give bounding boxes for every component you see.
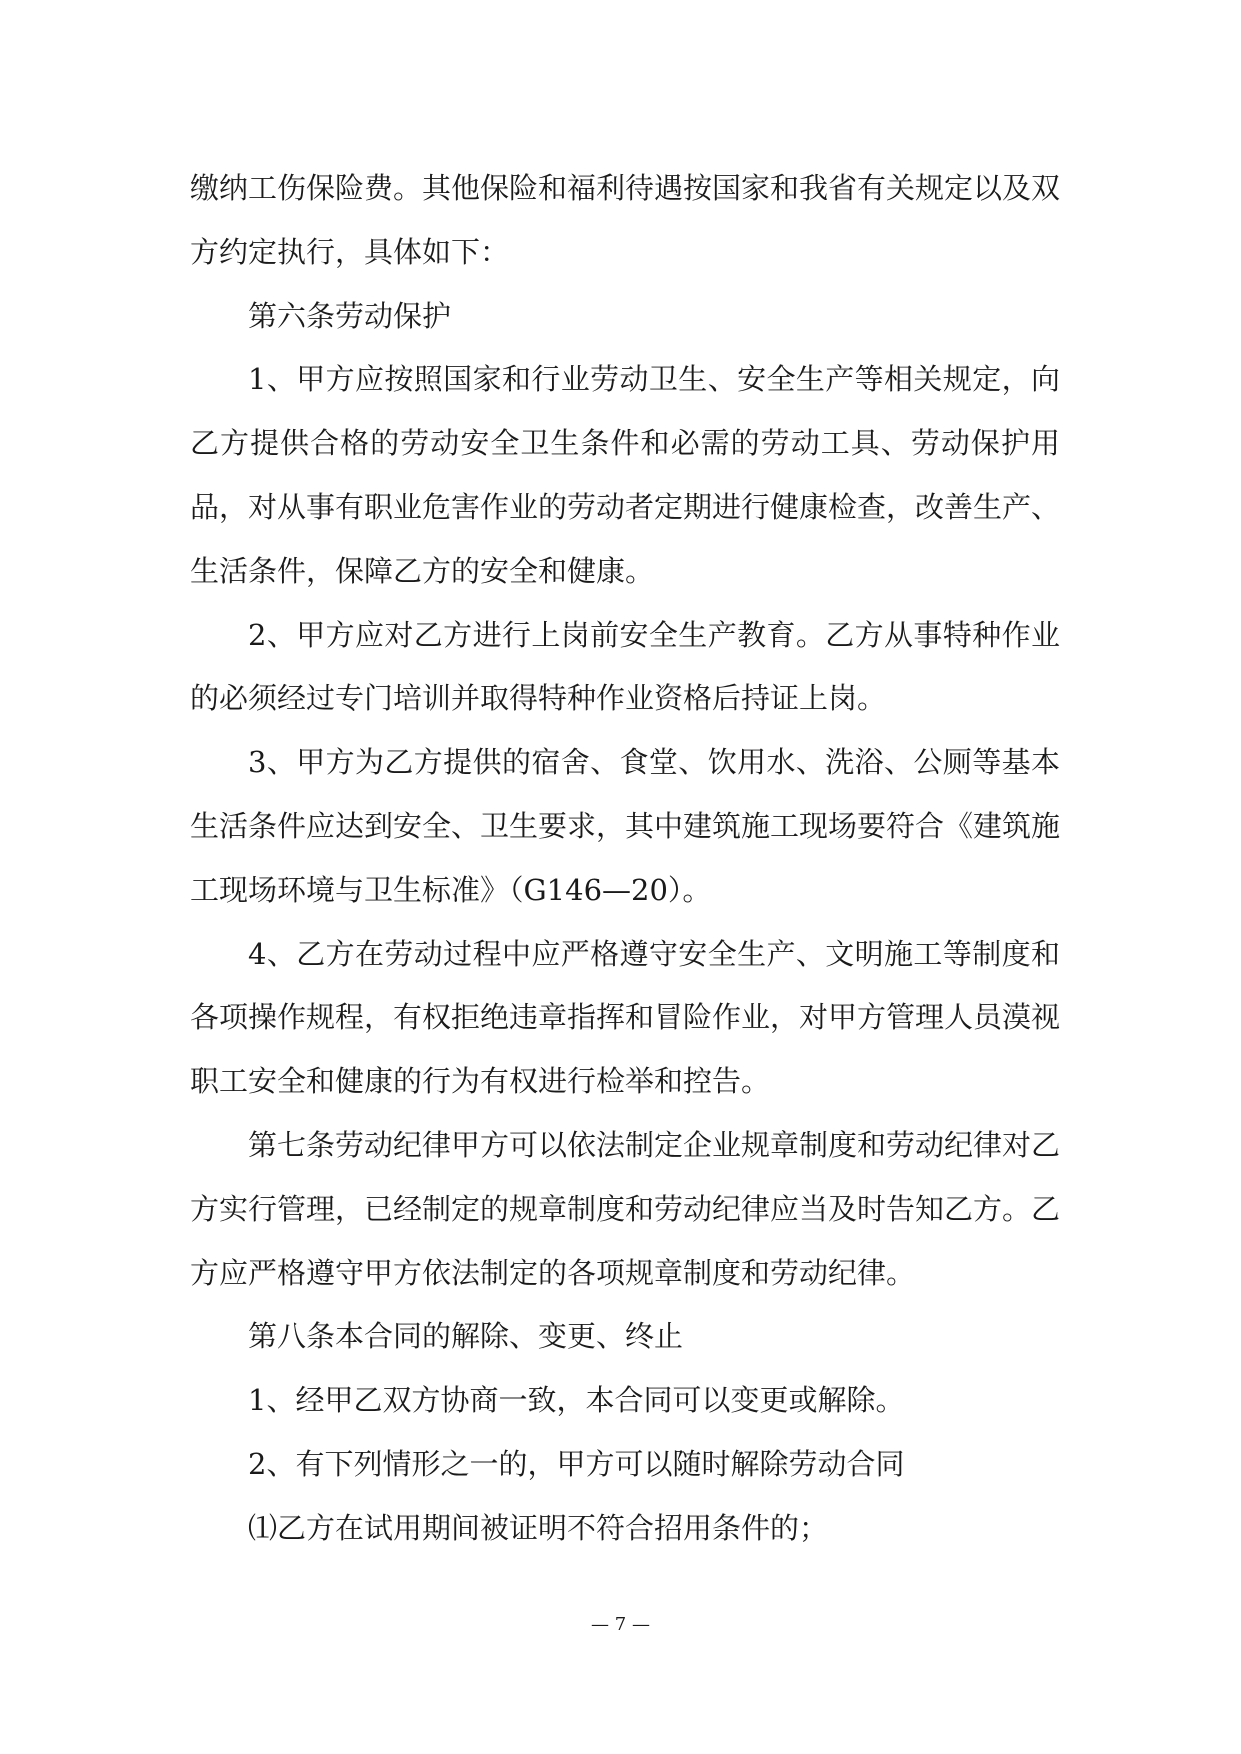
paragraph-article-6-item-1: 1、甲方应按照国家和行业劳动卫生、安全生产等相关规定，向乙方提供合格的劳动安全卫生条件和必需的劳动工具、劳动保护用品，对从事有职业危害作业的劳动者定期进行健康检查，改善生产、生活条件，保障乙方的安全和健康。: [190, 362, 1061, 588]
paragraph-continuation: 缴纳工伤保险费。其他保险和福利待遇按国家和我省有关规定以及双方约定执行，具体如下：: [190, 171, 1061, 269]
paragraph-article-8-subitem-1: ⑴乙方在试用期间被证明不符合招用条件的；: [248, 1510, 829, 1545]
paragraph-article-6-item-2: 2、甲方应对乙方进行上岗前安全生产教育。乙方从事特种作业的必须经过专门培训并取得特种作业资格后持证上岗。: [190, 617, 1060, 716]
section-heading-article-8: 第八条本合同的解除、变更、终止: [248, 1319, 684, 1354]
paragraph-article-8-item-1: 1、经甲乙双方协商一致，本合同可以变更或解除。: [248, 1383, 905, 1418]
paragraph-article-8-item-2: 2、有下列情形之一的，甲方可以随时解除劳动合同: [248, 1446, 905, 1481]
document-body: [190, 157, 1060, 1561]
paragraph-article-6-item-4: 4、乙方在劳动过程中应严格遵守安全生产、文明施工等制度和各项操作规程，有权拒绝违章指挥和冒险作业，对甲方管理人员漠视职工安全和健康的行为有权进行检举和控告。: [190, 936, 1061, 1099]
paragraph-article-6-item-3: 3、甲方为乙方提供的宿舍、食堂、饮用水、洗浴、公厕等基本生活条件应达到安全、卫生要求，其中建筑施工现场要符合《建筑施工现场环境与卫生标准》（G146—20）。: [190, 745, 1061, 907]
section-heading-article-6: 第六条劳动保护: [248, 298, 452, 333]
page-number: — 7 —: [591, 1614, 650, 1635]
paragraph-article-7: 第七条劳动纪律甲方可以依法制定企业规章制度和劳动纪律对乙方实行管理，已经制定的规章制度和劳动纪律应当及时告知乙方。乙方应严格遵守甲方依法制定的各项规章制度和劳动纪律。: [190, 1127, 1061, 1290]
